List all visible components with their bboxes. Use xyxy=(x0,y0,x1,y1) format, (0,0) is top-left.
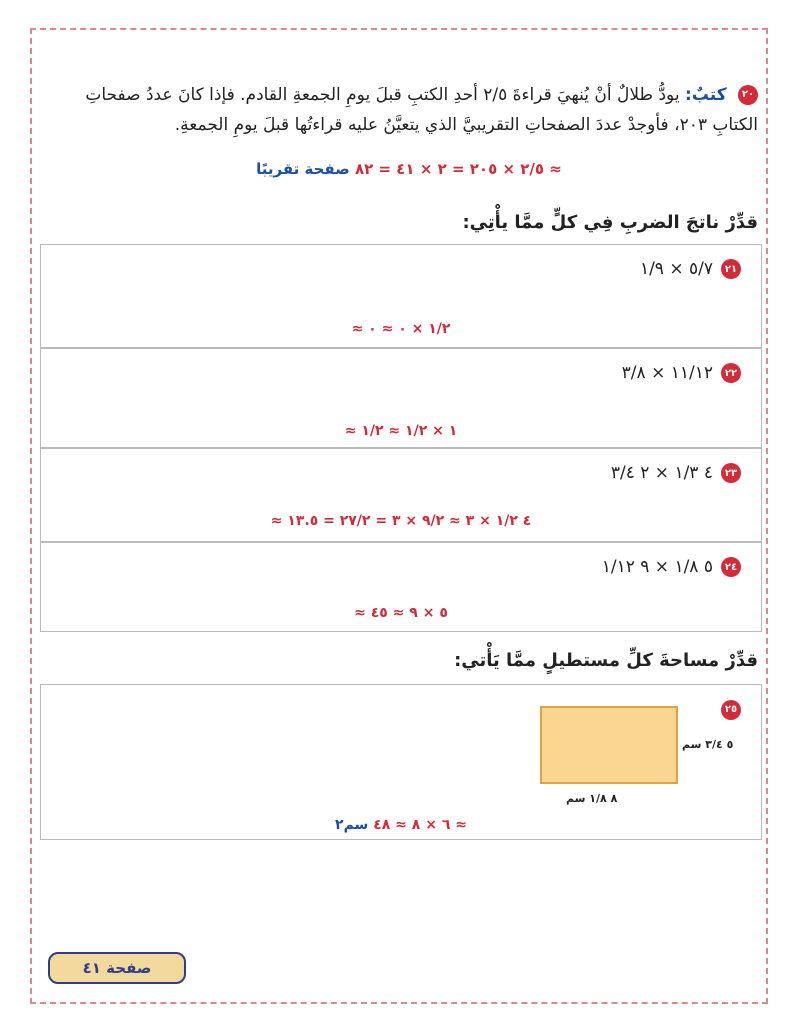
problem-text-line1: يودُّ طلالٌ أنْ يُنهيَ قراءةَ ٢/٥ أحدِ الكتبِ قبلَ يومِ الجمعةِ القادم. فإذا كانَ عددُ صفحاتِ xyxy=(85,85,680,105)
problem-number-badge: ٢٠ xyxy=(738,85,758,105)
question-expression: ٥/٧ × ١/٩ xyxy=(639,259,713,279)
answer-expression: ≈ ٢/٥ × ٢٠٥ = ٢ × ٤١ = ٨٢ xyxy=(354,160,562,178)
section-heading-products: قدِّرْ ناتجَ الضربِ فِي كلٍّ ممَّا يأْتِي: xyxy=(462,212,758,233)
products-table xyxy=(40,244,762,632)
rect-height-label: ٥ ٣/٤ سم xyxy=(682,738,734,751)
table-row xyxy=(41,245,761,349)
page-number-label: صفحة ٤١ xyxy=(48,952,186,984)
rect-width-label: ٨ ١/٨ سم xyxy=(566,792,618,805)
rectangle-figure xyxy=(540,706,678,784)
problem-number-badge: ٢٥ xyxy=(721,700,741,720)
answer-expression: ≈ ٥ × ٩ ≈ ٤٥ xyxy=(354,605,448,621)
question-expression: ٤ ١/٣ × ٢ ٣/٤ xyxy=(610,463,713,483)
problem-keyword: كتبٌ: xyxy=(684,85,727,105)
problem-number-badge: ٢٢ xyxy=(721,363,741,383)
problem-number-badge: ٢٤ xyxy=(721,557,741,577)
answer-expression: ≈ ١/٢ × ٠ ≈ ٠ xyxy=(351,321,451,337)
answer-expression: ≈ ٦ × ٨ ≈ ٤٨ xyxy=(373,817,467,833)
table-row xyxy=(41,449,761,543)
table-row xyxy=(41,543,761,631)
answer-expression: ≈ ٤ ١/٢ × ٣ ≈ ٩/٢ × ٣ = ٢٧/٢ = ١٣.٥ xyxy=(270,513,532,529)
question-expression: ٥ ١/٨ × ٩ ١/١٢ xyxy=(601,557,713,577)
problem-text-line2: الكتابِ ٢٠٣، فأوجدْ عددَ الصفحاتِ التقريبيَّ الذي يتعيَّنُ عليه قراءتُها قبلَ يومِ الجمعةِ. xyxy=(174,115,758,135)
problem-number-badge: ٢٣ xyxy=(721,463,741,483)
answer-unit: صفحة تقريبًا xyxy=(256,160,350,178)
problem-20 xyxy=(60,80,758,140)
answer-unit: سم٢ xyxy=(335,817,369,833)
area-answer xyxy=(41,817,761,833)
question-expression: ١١/١٢ × ٣/٨ xyxy=(621,363,713,383)
table-row xyxy=(41,349,761,449)
section-heading-areas: قدِّرْ مساحةَ كلِّ مستطيلٍ ممَّا يَأْتي: xyxy=(454,650,758,671)
problem-number-badge: ٢١ xyxy=(721,259,741,279)
problem-20-answer xyxy=(60,160,758,178)
answer-expression: ≈ ١ × ١/٢ ≈ ١/٢ xyxy=(344,423,458,439)
